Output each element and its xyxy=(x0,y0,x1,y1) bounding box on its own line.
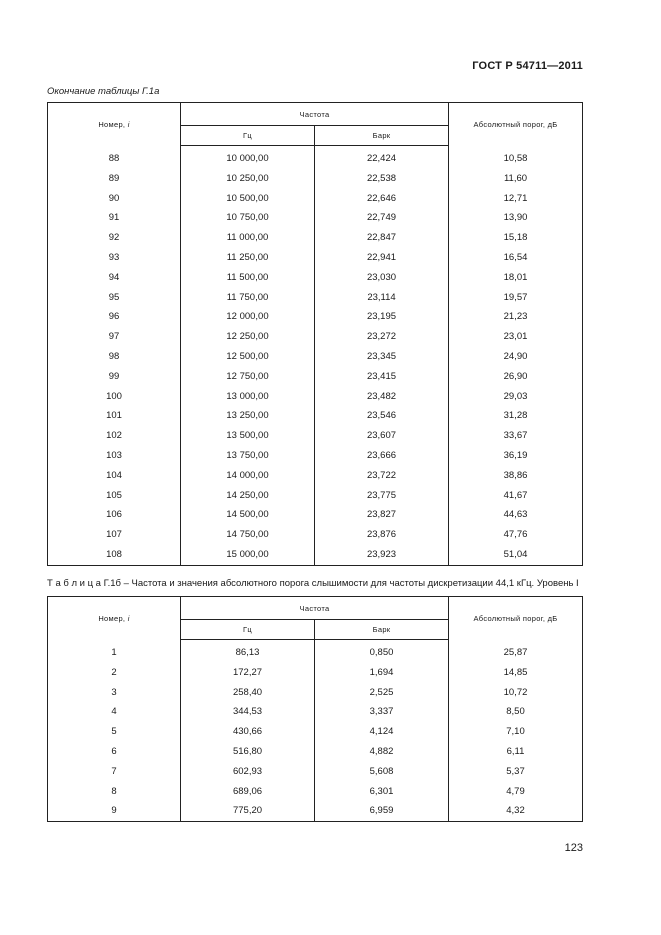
cell-number: 92 xyxy=(48,228,181,248)
cell-number: 91 xyxy=(48,208,181,228)
document-code: ГОСТ Р 54711—2011 xyxy=(472,60,583,72)
table-row xyxy=(48,268,583,288)
table-row xyxy=(48,307,583,327)
cell-hz: 13 250,00 xyxy=(181,406,315,426)
cell-threshold: 23,01 xyxy=(449,327,583,347)
table-a xyxy=(47,102,583,566)
table-row xyxy=(48,347,583,367)
cell-threshold: 24,90 xyxy=(449,347,583,367)
cell-threshold: 8,50 xyxy=(449,702,583,722)
cell-threshold: 19,57 xyxy=(449,288,583,308)
cell-hz: 11 000,00 xyxy=(181,228,315,248)
cell-threshold: 7,10 xyxy=(449,722,583,742)
table-row xyxy=(48,208,583,228)
cell-number: 9 xyxy=(48,801,181,821)
cell-hz: 12 500,00 xyxy=(181,347,315,367)
cell-threshold: 38,86 xyxy=(449,466,583,486)
cell-threshold: 10,72 xyxy=(449,683,583,703)
header-number: Номер, i xyxy=(48,597,181,640)
cell-number: 104 xyxy=(48,466,181,486)
cell-bark: 6,959 xyxy=(315,801,449,821)
cell-number: 5 xyxy=(48,722,181,742)
cell-number: 107 xyxy=(48,525,181,545)
cell-bark: 23,195 xyxy=(315,307,449,327)
cell-bark: 22,424 xyxy=(315,146,449,169)
cell-threshold: 47,76 xyxy=(449,525,583,545)
cell-threshold: 44,63 xyxy=(449,505,583,525)
cell-hz: 11 500,00 xyxy=(181,268,315,288)
cell-bark: 23,415 xyxy=(315,367,449,387)
cell-hz: 430,66 xyxy=(181,722,315,742)
table-row xyxy=(48,525,583,545)
cell-number: 102 xyxy=(48,426,181,446)
cell-number: 99 xyxy=(48,367,181,387)
cell-bark: 22,847 xyxy=(315,228,449,248)
cell-threshold: 36,19 xyxy=(449,446,583,466)
cell-number: 90 xyxy=(48,189,181,209)
table-row xyxy=(48,387,583,407)
cell-bark: 23,030 xyxy=(315,268,449,288)
cell-threshold: 16,54 xyxy=(449,248,583,268)
cell-threshold: 51,04 xyxy=(449,545,583,565)
cell-threshold: 25,87 xyxy=(449,640,583,663)
cell-threshold: 5,37 xyxy=(449,762,583,782)
cell-threshold: 31,28 xyxy=(449,406,583,426)
table-row xyxy=(48,742,583,762)
cell-bark: 23,722 xyxy=(315,466,449,486)
cell-number: 105 xyxy=(48,486,181,506)
cell-number: 96 xyxy=(48,307,181,327)
cell-bark: 6,301 xyxy=(315,782,449,802)
cell-bark: 1,694 xyxy=(315,663,449,683)
cell-threshold: 33,67 xyxy=(449,426,583,446)
header-bark: Барк xyxy=(315,620,449,640)
cell-bark: 23,114 xyxy=(315,288,449,308)
table-row xyxy=(48,702,583,722)
table-b-body xyxy=(48,640,583,822)
cell-hz: 516,80 xyxy=(181,742,315,762)
cell-threshold: 4,79 xyxy=(449,782,583,802)
cell-threshold: 13,90 xyxy=(449,208,583,228)
cell-hz: 14 250,00 xyxy=(181,486,315,506)
cell-number: 1 xyxy=(48,640,181,663)
cell-threshold: 41,67 xyxy=(449,486,583,506)
cell-hz: 12 250,00 xyxy=(181,327,315,347)
cell-hz: 11 250,00 xyxy=(181,248,315,268)
cell-hz: 15 000,00 xyxy=(181,545,315,565)
cell-threshold: 15,18 xyxy=(449,228,583,248)
cell-hz: 10 250,00 xyxy=(181,169,315,189)
cell-bark: 22,749 xyxy=(315,208,449,228)
table-row xyxy=(48,288,583,308)
table-row xyxy=(48,426,583,446)
cell-bark: 23,666 xyxy=(315,446,449,466)
cell-number: 98 xyxy=(48,347,181,367)
table-row xyxy=(48,762,583,782)
cell-bark: 23,607 xyxy=(315,426,449,446)
table-row xyxy=(48,505,583,525)
cell-hz: 13 750,00 xyxy=(181,446,315,466)
table-row xyxy=(48,801,583,821)
cell-number: 4 xyxy=(48,702,181,722)
table-row xyxy=(48,327,583,347)
cell-hz: 12 750,00 xyxy=(181,367,315,387)
cell-hz: 689,06 xyxy=(181,782,315,802)
cell-bark: 23,827 xyxy=(315,505,449,525)
table-row xyxy=(48,406,583,426)
cell-number: 93 xyxy=(48,248,181,268)
table-row xyxy=(48,486,583,506)
table-row xyxy=(48,722,583,742)
header-frequency: Частота xyxy=(181,103,449,126)
cell-hz: 344,53 xyxy=(181,702,315,722)
cell-bark: 0,850 xyxy=(315,640,449,663)
table-a-caption: Окончание таблицы Г.1а xyxy=(47,86,160,97)
table-row xyxy=(48,640,583,663)
cell-number: 89 xyxy=(48,169,181,189)
cell-number: 95 xyxy=(48,288,181,308)
cell-threshold: 12,71 xyxy=(449,189,583,209)
table-row xyxy=(48,663,583,683)
cell-number: 101 xyxy=(48,406,181,426)
cell-number: 106 xyxy=(48,505,181,525)
cell-hz: 13 500,00 xyxy=(181,426,315,446)
cell-threshold: 14,85 xyxy=(449,663,583,683)
cell-number: 108 xyxy=(48,545,181,565)
cell-number: 3 xyxy=(48,683,181,703)
cell-hz: 14 500,00 xyxy=(181,505,315,525)
cell-hz: 10 000,00 xyxy=(181,146,315,169)
cell-hz: 14 000,00 xyxy=(181,466,315,486)
cell-number: 2 xyxy=(48,663,181,683)
cell-bark: 23,345 xyxy=(315,347,449,367)
cell-bark: 4,124 xyxy=(315,722,449,742)
cell-bark: 4,882 xyxy=(315,742,449,762)
page-number: 123 xyxy=(564,842,583,854)
table-row xyxy=(48,466,583,486)
cell-bark: 3,337 xyxy=(315,702,449,722)
cell-threshold: 6,11 xyxy=(449,742,583,762)
cell-number: 100 xyxy=(48,387,181,407)
header-hz: Гц xyxy=(181,620,315,640)
table-row xyxy=(48,189,583,209)
table-row xyxy=(48,146,583,169)
cell-bark: 22,646 xyxy=(315,189,449,209)
table-row xyxy=(48,169,583,189)
header-frequency: Частота xyxy=(181,597,449,620)
cell-hz: 13 000,00 xyxy=(181,387,315,407)
cell-hz: 258,40 xyxy=(181,683,315,703)
cell-threshold: 11,60 xyxy=(449,169,583,189)
cell-threshold: 26,90 xyxy=(449,367,583,387)
table-row xyxy=(48,446,583,466)
table-b-caption: Т а б л и ц а Г.1б – Частота и значения абсолютного порога слышимости для частоты дискретизации 44,1 кГц. Уровень I xyxy=(47,578,579,589)
cell-threshold: 4,32 xyxy=(449,801,583,821)
cell-number: 8 xyxy=(48,782,181,802)
header-threshold: Абсолютный порог, дБ xyxy=(449,597,583,640)
cell-bark: 23,775 xyxy=(315,486,449,506)
cell-number: 7 xyxy=(48,762,181,782)
cell-number: 103 xyxy=(48,446,181,466)
cell-hz: 602,93 xyxy=(181,762,315,782)
cell-number: 6 xyxy=(48,742,181,762)
cell-threshold: 29,03 xyxy=(449,387,583,407)
table-a-body xyxy=(48,146,583,566)
cell-hz: 12 000,00 xyxy=(181,307,315,327)
header-hz: Гц xyxy=(181,126,315,146)
cell-threshold: 18,01 xyxy=(449,268,583,288)
cell-bark: 2,525 xyxy=(315,683,449,703)
table-row xyxy=(48,683,583,703)
cell-bark: 23,482 xyxy=(315,387,449,407)
cell-bark: 22,538 xyxy=(315,169,449,189)
cell-bark: 23,272 xyxy=(315,327,449,347)
cell-hz: 775,20 xyxy=(181,801,315,821)
cell-hz: 86,13 xyxy=(181,640,315,663)
header-bark: Барк xyxy=(315,126,449,146)
cell-threshold: 21,23 xyxy=(449,307,583,327)
cell-bark: 22,941 xyxy=(315,248,449,268)
table-row xyxy=(48,228,583,248)
cell-bark: 23,876 xyxy=(315,525,449,545)
header-number: Номер, i xyxy=(48,103,181,146)
cell-number: 94 xyxy=(48,268,181,288)
cell-hz: 11 750,00 xyxy=(181,288,315,308)
cell-threshold: 10,58 xyxy=(449,146,583,169)
cell-hz: 10 500,00 xyxy=(181,189,315,209)
cell-bark: 23,546 xyxy=(315,406,449,426)
table-row xyxy=(48,367,583,387)
cell-bark: 23,923 xyxy=(315,545,449,565)
cell-number: 88 xyxy=(48,146,181,169)
cell-bark: 5,608 xyxy=(315,762,449,782)
table-row xyxy=(48,782,583,802)
table-row xyxy=(48,248,583,268)
cell-hz: 10 750,00 xyxy=(181,208,315,228)
cell-hz: 14 750,00 xyxy=(181,525,315,545)
cell-number: 97 xyxy=(48,327,181,347)
cell-hz: 172,27 xyxy=(181,663,315,683)
table-row xyxy=(48,545,583,565)
header-threshold: Абсолютный порог, дБ xyxy=(449,103,583,146)
table-b xyxy=(47,596,583,822)
